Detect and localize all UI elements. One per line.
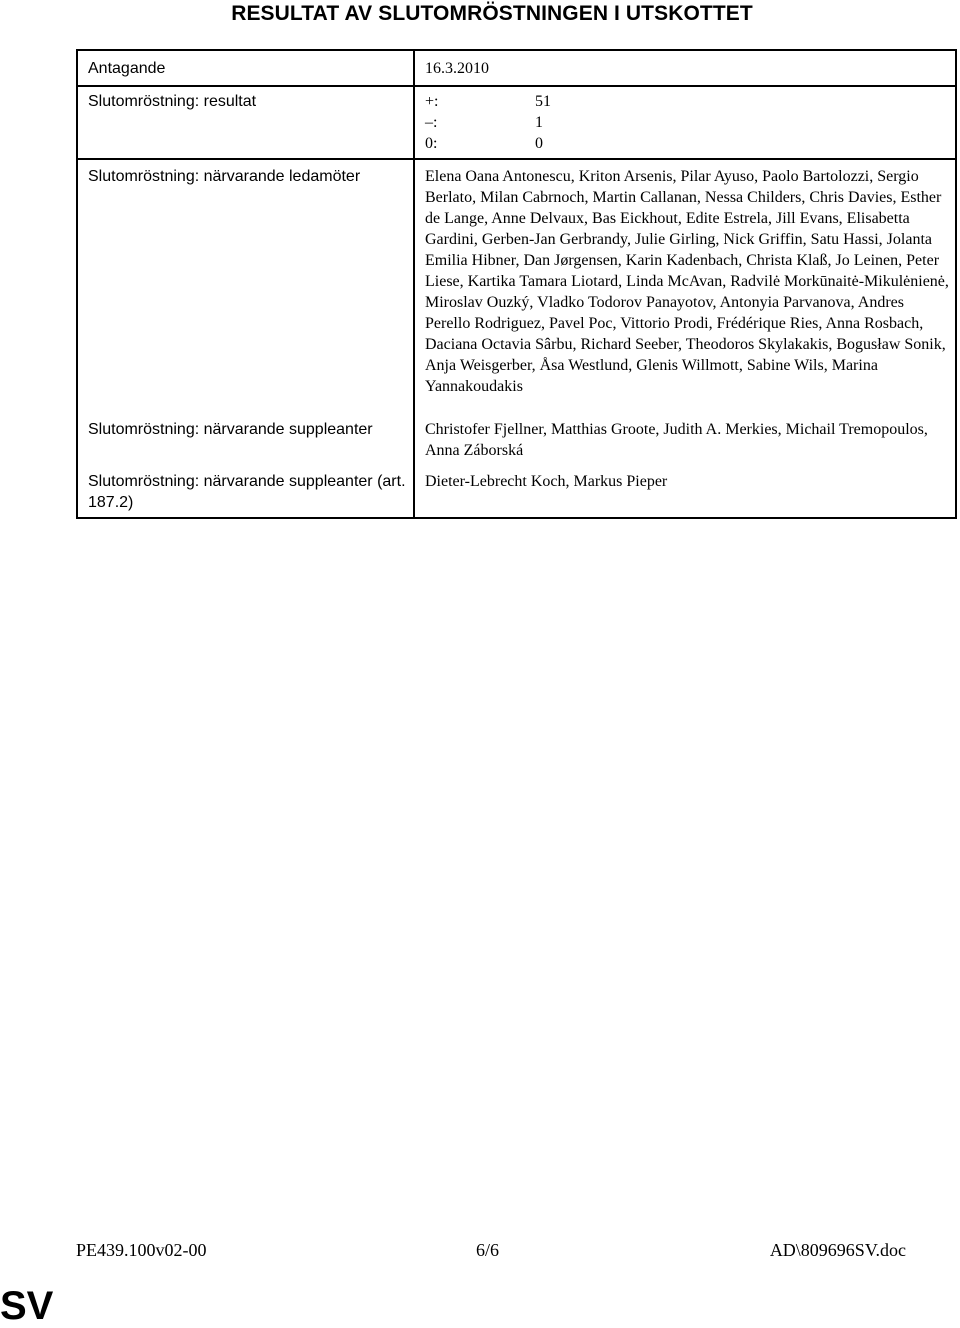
vote-line-against <box>425 112 949 133</box>
vote-line-abstain <box>425 133 949 154</box>
substitutes-names: Christofer Fjellner, Matthias Groote, Judith A. Merkies, Michail Tremopoulos, Anna Záborská <box>414 407 956 471</box>
vote-symbol: –: <box>425 114 438 131</box>
vote-count: 1 <box>535 114 543 131</box>
results-table <box>76 49 957 519</box>
vote-count: 51 <box>535 93 551 110</box>
members-label: Slutomröstning: närvarande ledamöter <box>77 159 414 407</box>
footer-document-name: AD\809696SV.doc <box>769 1240 906 1260</box>
result-votes <box>414 86 956 159</box>
footer-reference: PE439.100v02-00 <box>76 1240 207 1260</box>
page-title: RESULTAT AV SLUTOMRÖSTNINGEN I UTSKOTTET <box>231 2 753 25</box>
adoption-date: 16.3.2010 <box>414 50 956 86</box>
result-label: Slutomröstning: resultat <box>77 86 414 159</box>
substitutes-187-names: Dieter-Lebrecht Koch, Markus Pieper <box>414 471 956 518</box>
footer-page-number: 6/6 <box>476 1240 500 1260</box>
row-members <box>77 159 956 407</box>
vote-symbol: 0: <box>425 135 438 152</box>
vote-line-for <box>425 91 949 112</box>
row-substitutes <box>77 407 956 471</box>
language-code: SV <box>0 1284 54 1328</box>
substitutes-187-label: Slutomröstning: närvarande suppleanter (art. 187.2) <box>77 471 414 518</box>
row-result <box>77 86 956 159</box>
members-names: Elena Oana Antonescu, Kriton Arsenis, Pilar Ayuso, Paolo Bartolozzi, Sergio Berlato, Milan Cabrnoch, Martin Callanan, Nessa Childers, Chris Davies, Esther de Lange, Anne Delvaux, Bas Eickhout, Edite Estrela, Jill Evans, Elisabetta Gardini, Gerben-Jan Gerbrandy, Julie Girling, Nick Griffin, Satu Hassi, Jolanta Emilia Hibner, Dan Jørgensen, Karin Kadenbach, Christa Klaß, Jo Leinen, Peter Liese, Kartika Tamara Liotard, Linda McAvan, Radvilė Morkūnaitė-Mikulėnienė, Miroslav Ouzký, Vladko Todorov Panayotov, Antonyia Parvanova, Andres Perello Rodriguez, Pavel Poc, Vittorio Prodi, Frédérique Ries, Anna Rosbach, Daciana Octavia Sârbu, Richard Seeber, Theodoros Skylakakis, Bogusław Sonik, Anja Weisgerber, Åsa Westlund, Glenis Willmott, Sabine Wils, Marina Yannakoudakis <box>414 159 956 407</box>
row-adoption <box>77 50 956 86</box>
adoption-label: Antagande <box>77 50 414 86</box>
vote-count: 0 <box>535 135 543 152</box>
vote-symbol: +: <box>425 93 439 110</box>
substitutes-label: Slutomröstning: närvarande suppleanter <box>77 407 414 471</box>
row-substitutes-187 <box>77 471 956 518</box>
